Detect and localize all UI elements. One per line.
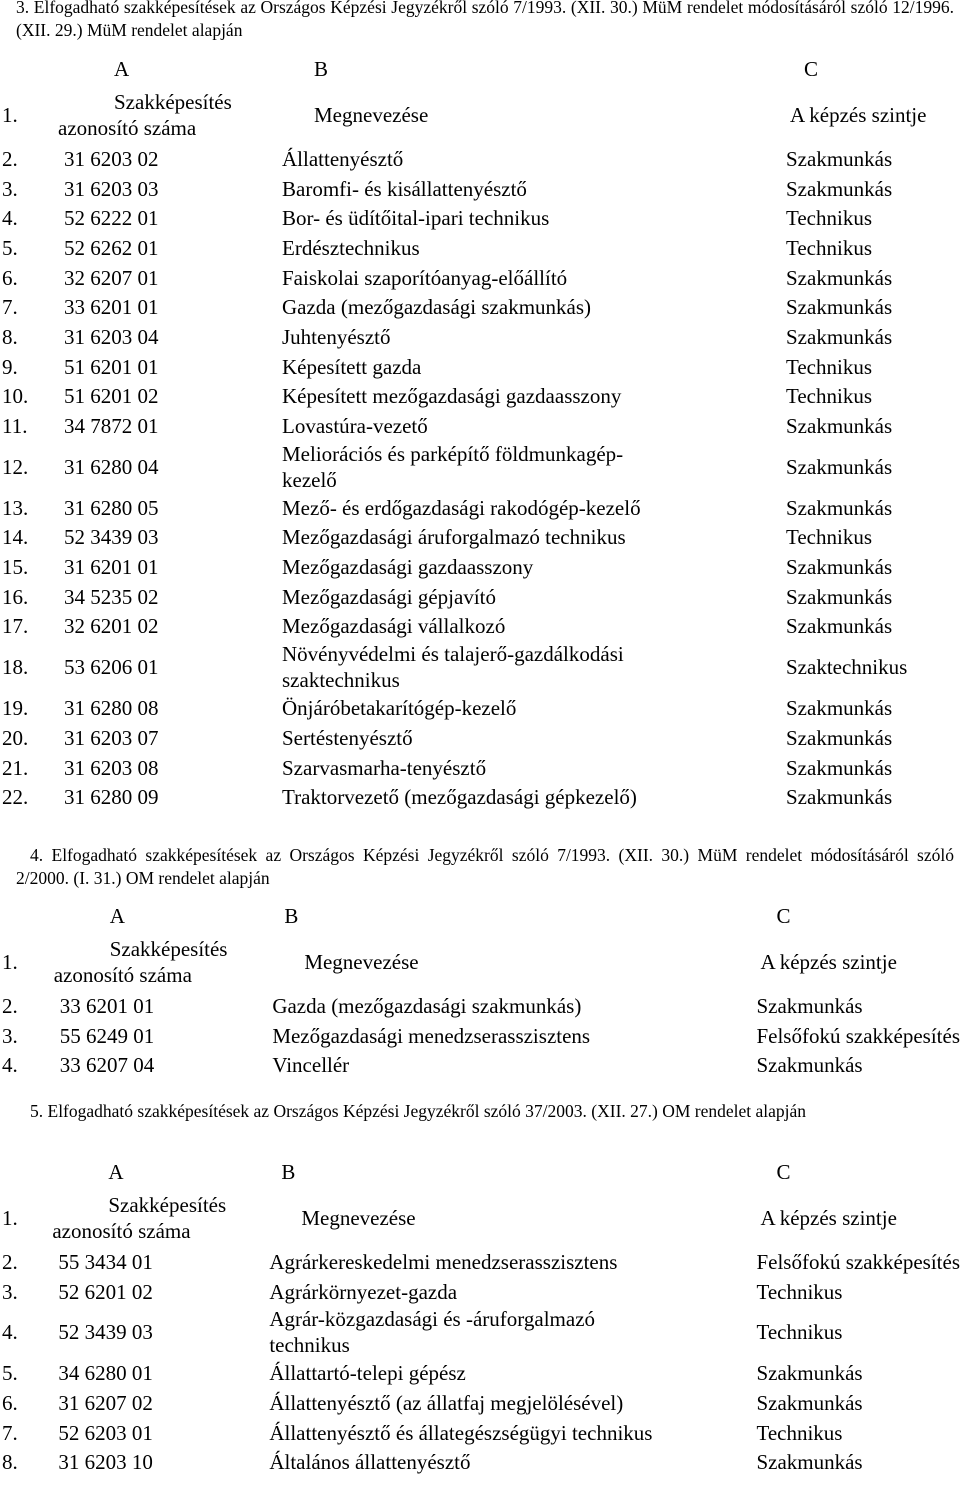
row-number: 13. (2, 495, 29, 520)
row-number: 3. (2, 176, 18, 201)
row-number: 5. (2, 235, 18, 260)
table-row (0, 144, 926, 174)
section-5-rows (0, 1247, 960, 1477)
section-3-heading (16, 0, 954, 42)
qualification-code: 31 6280 08 (64, 696, 159, 721)
qualification-code: 55 6249 01 (59, 1023, 155, 1048)
qualification-code: 31 6203 07 (64, 725, 159, 750)
row-number: 9. (2, 354, 18, 379)
header-name: Megnevezése (304, 950, 419, 974)
header-code-line2: azonosító száma (53, 963, 192, 987)
training-level: Szakmunkás (786, 785, 893, 810)
training-level: Szakmunkás (786, 584, 893, 609)
qualification-name: Juhtenyésztő (282, 324, 391, 349)
table-row (0, 1050, 960, 1080)
qualification-code: 31 6280 09 (64, 785, 159, 810)
qualification-code: 53 6206 01 (64, 655, 159, 680)
qualification-code: 33 6207 04 (59, 1053, 155, 1078)
table-header-row (0, 86, 926, 144)
qualification-code: 52 6262 01 (64, 235, 159, 260)
header-code-line1: Szakképesítés (114, 90, 232, 114)
qualification-code: 31 6207 02 (58, 1390, 153, 1415)
section-3-rows (0, 144, 926, 812)
row-number: 8. (2, 1450, 18, 1475)
header-code-line1: Szakképesítés (108, 1193, 227, 1217)
col-letter-c: C (776, 904, 791, 928)
column-letters-row (0, 1155, 960, 1189)
section-4-heading (16, 844, 954, 890)
qualification-name: Állattenyésztő és állategészségügyi technikus (269, 1420, 653, 1445)
training-level: Szakmunkás (786, 696, 893, 721)
table-row (0, 322, 926, 352)
column-letters-row (0, 52, 926, 86)
row-number: 8. (2, 324, 18, 349)
row-number: 4. (2, 1320, 18, 1345)
qualification-name: Bor- és üdítőital-ipari technikus (282, 206, 550, 231)
table-row (0, 1247, 960, 1277)
row-number: 20. (2, 725, 29, 750)
training-level: Szakmunkás (756, 993, 863, 1018)
header-code-line2: azonosító száma (58, 116, 197, 140)
row-number: 2. (2, 146, 18, 171)
training-level: Szaktechnikus (786, 655, 908, 680)
header-level: A képzés szintje (760, 950, 897, 974)
qualification-code: 52 6203 01 (58, 1420, 153, 1445)
table-row (0, 641, 926, 693)
section-5-table (0, 1155, 960, 1477)
qualification-name-line2: technikus (269, 1333, 350, 1358)
training-level: Szakmunkás (786, 146, 893, 171)
qualification-name: Mezőgazdasági áruforgalmazó technikus (282, 525, 626, 550)
table-row (0, 441, 926, 493)
training-level: Technikus (756, 1279, 843, 1304)
training-level: Szakmunkás (786, 176, 893, 201)
qualification-name: Mező- és erdőgazdasági rakodógép-kezelő (282, 495, 641, 520)
training-level: Technikus (786, 235, 873, 260)
training-level: Szakmunkás (756, 1450, 863, 1475)
row-number: 14. (2, 525, 29, 550)
row-number: 3. (2, 1279, 18, 1304)
training-level: Technikus (786, 525, 873, 550)
table-row (0, 493, 926, 523)
qualification-name: Lovastúra-vezető (282, 414, 428, 439)
qualification-name (282, 441, 786, 493)
qualification-name: Baromfi- és kisállattenyésztő (282, 176, 527, 201)
row-number: 21. (2, 755, 29, 780)
header-name: Megnevezése (314, 103, 429, 127)
section-5-heading (16, 1100, 954, 1123)
section-3-table (0, 52, 926, 812)
header-level: A képzés szintje (760, 1206, 897, 1230)
table-header-row (0, 1189, 960, 1247)
training-level: Technikus (756, 1320, 843, 1345)
table-row (0, 991, 960, 1021)
table-row (0, 723, 926, 753)
qualification-code: 52 6201 02 (58, 1279, 153, 1304)
training-level: Felsőfokú szakképesítés (756, 1023, 960, 1048)
qualification-code: 32 6201 02 (64, 614, 159, 639)
qualification-code: 31 6203 02 (64, 146, 159, 171)
training-level: Technikus (786, 354, 873, 379)
column-letters-row (0, 899, 960, 933)
table-row (0, 233, 926, 263)
qualification-name-line2: kezelő (282, 467, 337, 492)
row-number: 7. (2, 1420, 18, 1445)
row-number: 22. (2, 785, 29, 810)
qualification-name: Mezőgazdasági gépjavító (282, 584, 496, 609)
qualification-name: Önjáróbetakarítógép-kezelő (282, 696, 517, 721)
section-4-table (0, 899, 960, 1080)
training-level: Technikus (786, 206, 873, 231)
qualification-name (269, 1306, 756, 1358)
col-letter-b: B (281, 1160, 296, 1184)
qualification-name-line1: Agrár-közgazdasági és -áruforgalmazó (269, 1307, 596, 1332)
header-name: Megnevezése (301, 1206, 416, 1230)
training-level: Szakmunkás (786, 495, 893, 520)
training-level: Szakmunkás (756, 1361, 863, 1386)
qualification-code: 52 3439 03 (58, 1320, 153, 1345)
qualification-name: Állattenyésztő (282, 146, 404, 171)
training-level: Felsőfokú szakképesítés (756, 1249, 960, 1274)
table-row (0, 1306, 960, 1358)
section-4-heading-text: 4. Elfogadható szakképesítések az Országos Képzési Jegyzékről szóló 7/1993. (XII. 30.) MüM rendelet módosításáról szóló 2/2000. (I. 31.) OM rendelet alapján (16, 845, 954, 888)
col-letter-a: A (109, 904, 125, 928)
col-letter-c: C (776, 1160, 791, 1184)
qualification-code: 31 6201 01 (64, 555, 159, 580)
qualification-name: Általános állattenyésztő (269, 1450, 471, 1475)
qualification-code: 31 6280 04 (64, 454, 159, 479)
table-row (0, 552, 926, 582)
row-number: 17. (2, 614, 29, 639)
qualification-name: Szarvasmarha-tenyésztő (282, 755, 487, 780)
training-level: Szakmunkás (786, 265, 893, 290)
row-number: 10. (2, 384, 29, 409)
row-number: 11. (2, 414, 28, 439)
table-row (0, 1418, 960, 1448)
col-letter-a: A (108, 1160, 124, 1184)
section-4-rows (0, 991, 960, 1080)
table-row (0, 523, 926, 553)
row-number: 12. (2, 454, 29, 479)
row-number: 6. (2, 1390, 18, 1415)
col-letter-a: A (114, 57, 130, 81)
header-code (54, 933, 273, 991)
table-row (0, 693, 926, 723)
qualification-name: Faiskolai szaporítóanyag-előállító (282, 265, 568, 290)
qualification-code: 31 6203 10 (58, 1450, 153, 1475)
qualification-code: 34 6280 01 (58, 1361, 153, 1386)
qualification-code: 31 6203 08 (64, 755, 159, 780)
qualification-code: 51 6201 01 (64, 354, 159, 379)
qualification-name: Képesített gazda (282, 354, 422, 379)
table-row (0, 1447, 960, 1477)
table-row (0, 582, 926, 612)
qualification-code: 34 7872 01 (64, 414, 159, 439)
table-row (0, 411, 926, 441)
header-code-line1: Szakképesítés (109, 937, 228, 961)
row-number: 5. (2, 1361, 18, 1386)
qualification-name: Agrárkörnyezet-gazda (269, 1279, 458, 1304)
qualification-code: 52 3439 03 (64, 525, 159, 550)
qualification-name: Állattartó-telepi gépész (269, 1361, 466, 1386)
training-level: Szakmunkás (786, 414, 893, 439)
qualification-code: 31 6203 04 (64, 324, 159, 349)
header-num: 1. (2, 103, 18, 127)
col-letter-c: C (804, 57, 819, 81)
qualification-name (282, 641, 786, 693)
table-row (0, 1358, 960, 1388)
qualification-code: 31 6203 03 (64, 176, 159, 201)
header-level: A képzés szintje (790, 103, 927, 127)
col-letter-b: B (284, 904, 299, 928)
table-row (0, 782, 926, 812)
qualification-code: 31 6280 05 (64, 495, 159, 520)
table-row (0, 174, 926, 204)
section-3-heading-text: 3. Elfogadható szakképesítések az Országos Képzési Jegyzékről szóló 7/1993. (XII. 30.) MüM rendelet módosításáról szóló 12/1996. (XII. 29.) MüM rendelet alapján (16, 0, 954, 40)
table-row (0, 352, 926, 382)
table-row (0, 263, 926, 293)
qualification-name: Gazda (mezőgazdasági szakmunkás) (282, 295, 592, 320)
section-5-heading-text: 5. Elfogadható szakképesítések az Országos Képzési Jegyzékről szóló 37/2003. (XII. 27.) OM rendelet alapján (30, 1101, 807, 1121)
table-row (0, 1388, 960, 1418)
row-number: 6. (2, 265, 18, 290)
qualification-name: Traktorvezető (mezőgazdasági gépkezelő) (282, 785, 637, 810)
qualification-code: 51 6201 02 (64, 384, 159, 409)
col-letter-b: B (314, 57, 329, 81)
training-level: Szakmunkás (786, 454, 893, 479)
row-number: 2. (2, 1249, 18, 1274)
row-number: 3. (2, 1023, 18, 1048)
header-code-line2: azonosító száma (52, 1219, 191, 1243)
row-number: 15. (2, 555, 29, 580)
qualification-code: 34 5235 02 (64, 584, 159, 609)
training-level: Szakmunkás (786, 614, 893, 639)
row-number: 18. (2, 655, 29, 680)
row-number: 7. (2, 295, 18, 320)
qualification-name: Agrárkereskedelmi menedzserasszisztens (269, 1249, 618, 1274)
qualification-name: Sertéstenyésztő (282, 725, 413, 750)
training-level: Szakmunkás (786, 725, 893, 750)
table-row (0, 612, 926, 642)
table-row (0, 753, 926, 783)
table-row (0, 382, 926, 412)
training-level: Szakmunkás (786, 295, 893, 320)
qualification-code: 52 6222 01 (64, 206, 159, 231)
row-number: 2. (2, 993, 18, 1018)
qualification-code: 55 3434 01 (58, 1249, 153, 1274)
qualification-name: Mezőgazdasági menedzserasszisztens (272, 1023, 591, 1048)
row-number: 4. (2, 1053, 18, 1078)
qualification-name-line1: Növényvédelmi és talajerő-gazdálkodási (282, 642, 624, 667)
qualification-name-line1: Meliorációs és parképítő földmunkagép- (282, 441, 624, 466)
table-header-row (0, 933, 960, 991)
header-code (58, 86, 282, 144)
table-row (0, 1021, 960, 1051)
header-code (52, 1189, 269, 1247)
qualification-name: Erdésztechnikus (282, 235, 420, 260)
qualification-name: Mezőgazdasági vállalkozó (282, 614, 506, 639)
table-row (0, 1277, 960, 1307)
header-num: 1. (2, 950, 18, 974)
table-row (0, 203, 926, 233)
qualification-name: Gazda (mezőgazdasági szakmunkás) (272, 993, 582, 1018)
qualification-name-line2: szaktechnikus (282, 668, 400, 693)
qualification-name: Képesített mezőgazdasági gazdaasszony (282, 384, 622, 409)
row-number: 19. (2, 696, 29, 721)
training-level: Szakmunkás (756, 1053, 863, 1078)
training-level: Technikus (786, 384, 873, 409)
training-level: Szakmunkás (756, 1390, 863, 1415)
qualification-code: 33 6201 01 (64, 295, 159, 320)
qualification-name: Állattenyésztő (az állatfaj megjelölésével) (269, 1390, 624, 1415)
qualification-code: 32 6207 01 (64, 265, 159, 290)
training-level: Technikus (756, 1420, 843, 1445)
table-row (0, 292, 926, 322)
row-number: 16. (2, 584, 29, 609)
qualification-code: 33 6201 01 (59, 993, 155, 1018)
training-level: Szakmunkás (786, 755, 893, 780)
training-level: Szakmunkás (786, 324, 893, 349)
qualification-name: Mezőgazdasági gazdaasszony (282, 555, 534, 580)
header-num: 1. (2, 1206, 18, 1230)
row-number: 4. (2, 206, 18, 231)
qualification-name: Vincellér (272, 1053, 350, 1078)
training-level: Szakmunkás (786, 555, 893, 580)
